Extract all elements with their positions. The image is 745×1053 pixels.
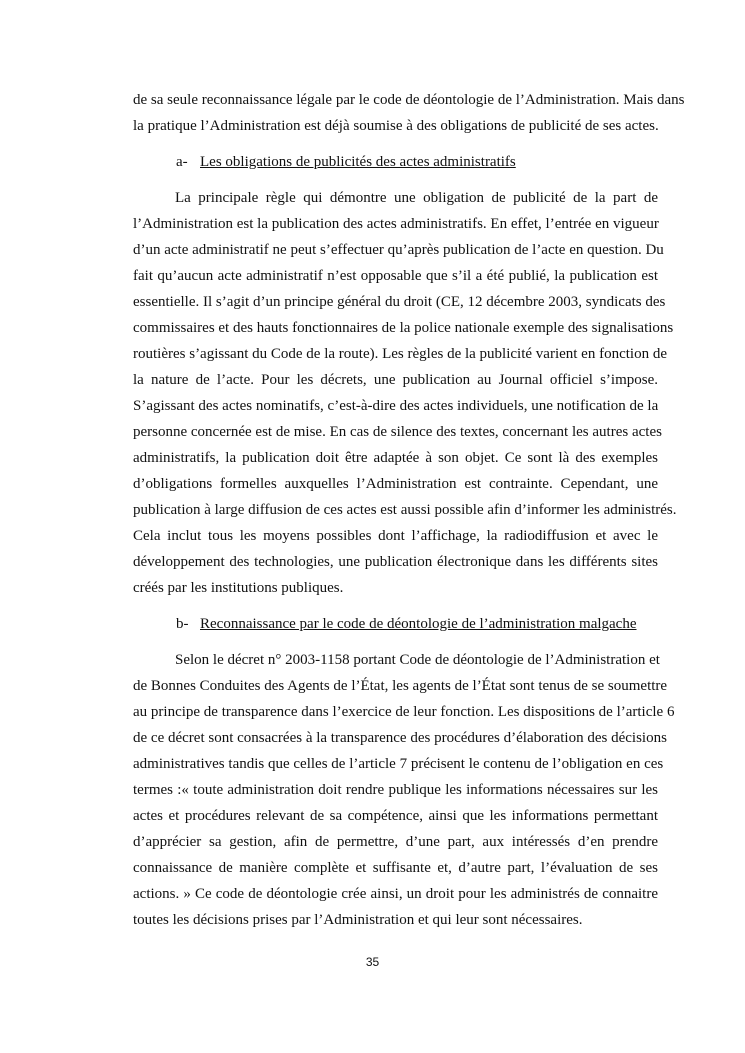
section-b-number: b-: [176, 616, 189, 632]
text-line: d’un acte administratif ne peut s’effectuer qu’après publication de l’acte en question. Du: [133, 242, 664, 258]
section-b-heading: [133, 611, 658, 637]
text-line: actes et procédures relevant de sa compétence, ainsi que les informations permettant: [133, 808, 658, 824]
text-line: essentielle. Il s’agit d’un principe général du droit (CE, 12 décembre 2003, syndicats des: [133, 294, 666, 310]
text-line: de sa seule reconnaissance légale par le code de déontologie de l’Administration. Mais dans: [133, 92, 685, 108]
text-line: la nature de l’acte. Pour les décrets, une publication au Journal officiel s’impose.: [133, 372, 658, 388]
section-a-paragraph: [133, 185, 677, 601]
text-line: développement des technologies, une publication électronique dans les différents sites: [133, 554, 658, 570]
text-line: d’obligations formelles auxquelles l’Administration est contrainte. Cependant, une: [133, 476, 658, 492]
text-line: de Bonnes Conduites des Agents de l’État, les agents de l’État sont tenus de se soumettre: [133, 678, 668, 694]
text-line: publication à large diffusion de ces actes est aussi possible afin d’informer les administrés.: [133, 502, 677, 518]
text-line: la pratique l’Administration est déjà soumise à des obligations de publicité de ses actes.: [133, 118, 659, 134]
text-line: Selon le décret n° 2003-1158 portant Code de déontologie de l’Administration et: [175, 652, 660, 668]
section-b-title: Reconnaissance par le code de déontologie de l’administration malgache: [200, 616, 637, 632]
section-a-number: a-: [176, 154, 188, 170]
text-line: commissaires et des hauts fonctionnaires de la police nationale exemple des signalisations: [133, 320, 674, 336]
text-line: actions. » Ce code de déontologie crée ainsi, un droit pour les administrés de connaitre: [133, 886, 658, 902]
text-line: Cela inclut tous les moyens possibles dont l’affichage, la radiodiffusion et avec le: [133, 528, 658, 544]
text-line: S’agissant des actes nominatifs, c’est-à-dire des actes individuels, une notification de la: [133, 398, 659, 414]
text-line: connaissance de manière complète et suffisante et, d’autre part, l’évaluation de ses: [133, 860, 658, 876]
page-number: 35: [365, 955, 380, 969]
text-line: fait qu’aucun acte administratif n’est opposable que s’il a été publié, la publication est: [133, 268, 658, 284]
text-line: toutes les décisions prises par l’Administration et qui leur sont nécessaires.: [133, 912, 583, 928]
text-line: au principe de transparence dans l’exercice de leur fonction. Les dispositions de l’article 6: [133, 704, 675, 720]
text-line: routières s’agissant du Code de la route). Les règles de la publicité varient en fonction de: [133, 346, 667, 362]
text-line: créés par les institutions publiques.: [133, 580, 344, 596]
section-a-heading: [133, 149, 658, 175]
section-a-title: Les obligations de publicités des actes administratifs: [200, 154, 516, 170]
text-line: d’apprécier sa gestion, afin de permettre, d’une part, aux intéressés d’en prendre: [133, 834, 658, 850]
text-line: administratifs, la publication doit être adaptée à son objet. Ce sont là des exemples: [133, 450, 658, 466]
text-line: personne concernée est de mise. En cas de silence des textes, concernant les autres actes: [133, 424, 662, 440]
intro-paragraph: [133, 87, 685, 139]
section-b-paragraph: [133, 647, 675, 933]
text-line: La principale règle qui démontre une obligation de publicité de la part de: [175, 190, 658, 206]
text-line: l’Administration est la publication des actes administratifs. En effet, l’entrée en vigueur: [133, 216, 659, 232]
page-body: [133, 87, 685, 933]
text-line: administratives tandis que celles de l’article 7 précisent le contenu de l’obligation en ces: [133, 756, 664, 772]
text-line: termes :« toute administration doit rendre publique les informations nécessaires sur les: [133, 782, 658, 798]
text-line: de ce décret sont consacrées à la transparence des procédures d’élaboration des décisions: [133, 730, 667, 746]
